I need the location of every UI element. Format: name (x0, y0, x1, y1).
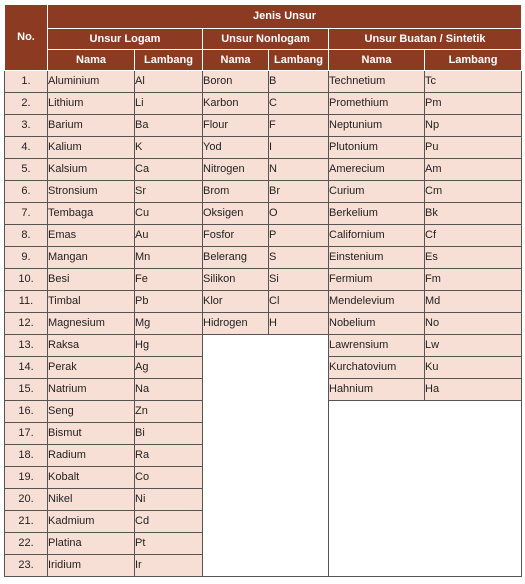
row-number: 21. (5, 511, 48, 533)
metal-symbol: Sr (135, 181, 203, 203)
metal-symbol: Ba (135, 115, 203, 137)
table-row (5, 291, 522, 313)
synthetic-name: Mendelevium (329, 291, 425, 313)
metal-name: Bismut (48, 423, 135, 445)
nonmetal-symbol: P (269, 225, 329, 247)
header-nonlogam-nama: Nama (203, 50, 269, 71)
metal-symbol: Ag (135, 357, 203, 379)
table-row (5, 335, 522, 357)
table-row (5, 93, 522, 115)
synthetic-name: Hahnium (329, 379, 425, 401)
elements-table (4, 4, 522, 577)
nonmetal-name: Klor (203, 291, 269, 313)
metal-symbol: Ra (135, 445, 203, 467)
synthetic-name: Curium (329, 181, 425, 203)
nonmetal-symbol: H (269, 313, 329, 335)
metal-name: Barium (48, 115, 135, 137)
metal-name: Radium (48, 445, 135, 467)
row-number: 7. (5, 203, 48, 225)
metal-symbol: Au (135, 225, 203, 247)
table-row (5, 203, 522, 225)
metal-symbol: Hg (135, 335, 203, 357)
row-number: 10. (5, 269, 48, 291)
metal-name: Kadmium (48, 511, 135, 533)
metal-symbol: Pb (135, 291, 203, 313)
metal-name: Natrium (48, 379, 135, 401)
row-number: 18. (5, 445, 48, 467)
nonmetal-name: Yod (203, 137, 269, 159)
table-row (5, 159, 522, 181)
metal-name: Platina (48, 533, 135, 555)
metal-name: Tembaga (48, 203, 135, 225)
metal-symbol: Fe (135, 269, 203, 291)
nonmetal-symbol: S (269, 247, 329, 269)
metal-symbol: Ir (135, 555, 203, 577)
table-row (5, 247, 522, 269)
row-number: 4. (5, 137, 48, 159)
synthetic-symbol: Md (425, 291, 522, 313)
header-jenis-unsur: Jenis Unsur (48, 5, 522, 29)
metal-name: Kalium (48, 137, 135, 159)
metal-name: Magnesium (48, 313, 135, 335)
row-number: 20. (5, 489, 48, 511)
table-row (5, 137, 522, 159)
row-number: 22. (5, 533, 48, 555)
nonmetal-symbol: C (269, 93, 329, 115)
metal-symbol: K (135, 137, 203, 159)
metal-symbol: Ca (135, 159, 203, 181)
header-no: No. (5, 5, 48, 71)
header-unsur-buatan: Unsur Buatan / Sintetik (329, 29, 522, 50)
metal-name: Perak (48, 357, 135, 379)
nonmetal-name: Belerang (203, 247, 269, 269)
table-row (5, 71, 522, 93)
synthetic-symbol: Am (425, 159, 522, 181)
synthetic-symbol: Ha (425, 379, 522, 401)
synthetic-name: Kurchatovium (329, 357, 425, 379)
row-number: 23. (5, 555, 48, 577)
nonmetal-symbol: I (269, 137, 329, 159)
metal-symbol: Mn (135, 247, 203, 269)
synthetic-symbol: Tc (425, 71, 522, 93)
nonmetal-symbol: B (269, 71, 329, 93)
metal-name: Timbal (48, 291, 135, 313)
synthetic-symbol: Pu (425, 137, 522, 159)
synthetic-symbol: Np (425, 115, 522, 137)
synthetic-name: Plutonium (329, 137, 425, 159)
synthetic-symbol: Bk (425, 203, 522, 225)
row-number: 9. (5, 247, 48, 269)
metal-symbol: Ni (135, 489, 203, 511)
synthetic-name: Technetium (329, 71, 425, 93)
metal-symbol: Li (135, 93, 203, 115)
metal-symbol: Cu (135, 203, 203, 225)
table-row (5, 313, 522, 335)
nonmetal-name: Boron (203, 71, 269, 93)
row-number: 2. (5, 93, 48, 115)
metal-name: Kobalt (48, 467, 135, 489)
header-nonlogam-lambang: Lambang (269, 50, 329, 71)
metal-name: Mangan (48, 247, 135, 269)
header-logam-lambang: Lambang (135, 50, 203, 71)
row-number: 6. (5, 181, 48, 203)
row-number: 1. (5, 71, 48, 93)
synthetic-symbol: Cf (425, 225, 522, 247)
metal-name: Emas (48, 225, 135, 247)
nonmetal-name: Hidrogen (203, 313, 269, 335)
header-buatan-nama: Nama (329, 50, 425, 71)
metal-name: Seng (48, 401, 135, 423)
nonmetal-name: Oksigen (203, 203, 269, 225)
row-number: 12. (5, 313, 48, 335)
nonmetal-name: Fosfor (203, 225, 269, 247)
metal-symbol: Pt (135, 533, 203, 555)
row-number: 17. (5, 423, 48, 445)
nonmetal-name: Silikon (203, 269, 269, 291)
metal-symbol: Mg (135, 313, 203, 335)
synthetic-symbol: Cm (425, 181, 522, 203)
synthetic-symbol: Es (425, 247, 522, 269)
row-number: 3. (5, 115, 48, 137)
synthetic-name: Californium (329, 225, 425, 247)
table-row (5, 225, 522, 247)
header-buatan-lambang: Lambang (425, 50, 522, 71)
synthetic-name: Einstenium (329, 247, 425, 269)
metal-name: Kalsium (48, 159, 135, 181)
synthetic-name: Fermium (329, 269, 425, 291)
nonmetal-name: Brom (203, 181, 269, 203)
row-number: 11. (5, 291, 48, 313)
metal-name: Nikel (48, 489, 135, 511)
nonmetal-symbol: O (269, 203, 329, 225)
synthetic-name: Neptunium (329, 115, 425, 137)
metal-symbol: Co (135, 467, 203, 489)
metal-name: Aluminium (48, 71, 135, 93)
nonmetal-symbol: Si (269, 269, 329, 291)
header-unsur-logam: Unsur Logam (48, 29, 203, 50)
row-number: 14. (5, 357, 48, 379)
synthetic-empty-area (329, 401, 522, 577)
table-row (5, 115, 522, 137)
row-number: 5. (5, 159, 48, 181)
metal-symbol: Cd (135, 511, 203, 533)
synthetic-name: Promethium (329, 93, 425, 115)
synthetic-name: Nobelium (329, 313, 425, 335)
synthetic-name: Amerecium (329, 159, 425, 181)
synthetic-symbol: Lw (425, 335, 522, 357)
header-logam-nama: Nama (48, 50, 135, 71)
nonmetal-symbol: Cl (269, 291, 329, 313)
row-number: 19. (5, 467, 48, 489)
nonmetal-symbol: N (269, 159, 329, 181)
row-number: 15. (5, 379, 48, 401)
metal-symbol: Al (135, 71, 203, 93)
nonmetal-name: Karbon (203, 93, 269, 115)
table-row (5, 181, 522, 203)
metal-name: Stronsium (48, 181, 135, 203)
nonmetal-symbol: Br (269, 181, 329, 203)
header-unsur-nonlogam: Unsur Nonlogam (203, 29, 329, 50)
metal-symbol: Na (135, 379, 203, 401)
row-number: 16. (5, 401, 48, 423)
row-number: 13. (5, 335, 48, 357)
metal-symbol: Bi (135, 423, 203, 445)
synthetic-symbol: Ku (425, 357, 522, 379)
synthetic-symbol: Pm (425, 93, 522, 115)
synthetic-symbol: Fm (425, 269, 522, 291)
metal-name: Raksa (48, 335, 135, 357)
nonmetal-name: Nitrogen (203, 159, 269, 181)
synthetic-name: Lawrensium (329, 335, 425, 357)
metal-name: Lithium (48, 93, 135, 115)
nonmetal-empty-area (203, 335, 329, 577)
nonmetal-symbol: F (269, 115, 329, 137)
row-number: 8. (5, 225, 48, 247)
metal-name: Iridium (48, 555, 135, 577)
metal-symbol: Zn (135, 401, 203, 423)
synthetic-name: Berkelium (329, 203, 425, 225)
metal-name: Besi (48, 269, 135, 291)
synthetic-symbol: No (425, 313, 522, 335)
nonmetal-name: Flour (203, 115, 269, 137)
table-row (5, 269, 522, 291)
